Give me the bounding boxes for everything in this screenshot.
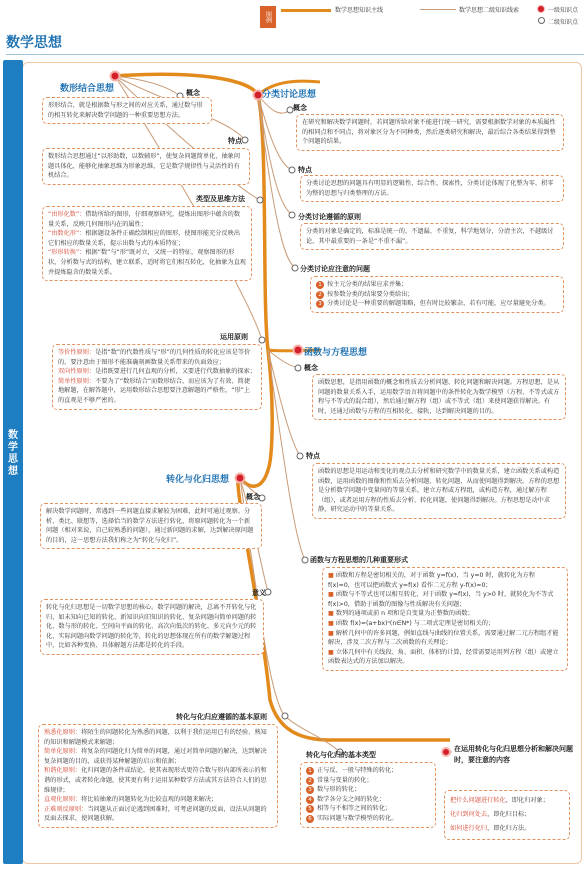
label-fl-zhuyi: 分类讨论应注意的问题 <box>300 265 370 273</box>
legend-tag: 图例 <box>260 6 276 28</box>
node-zhuanhua: 转化与化归思想 <box>166 475 230 485</box>
node-hanshu: 函数与方程思想 <box>304 348 368 358</box>
box-hs-tedian: 函数的思想是用运动和变化的观点去分析和研究数学中的数量关系，建立函数关系或构造函数，运用函数的图像和性质去分析问题、转化问题，从而使问题得到解决。方程的思想是分析数学问题中变量间的等量关系，建立方程或方程组，或构造方程，通过解方程（组），或者运用方程的性质去分析、转化问题，使问题得到解决。方程思想是动中求静，研究运动中的等量关系。 <box>312 463 566 519</box>
box-zh-leixing <box>300 762 436 828</box>
label-sx-yunyong: 运用原则 <box>220 333 248 341</box>
list-item: 3 数与形的转化； <box>306 785 430 795</box>
list-item: ■ 函数与不等式也可以相互转化，对于函数 y=f(x)，当 y>0 时，就转化为不等式 f(x)>0，借助于函数的图像与性质解决有关问题； <box>328 591 554 608</box>
label-hs-xingshi: 函数与方程思想的几种重要形式 <box>310 556 408 564</box>
list-item: 1 正与反、一般与特殊的转化； <box>306 766 430 776</box>
list-item: 6 实际问题与数学模型的转化。 <box>306 814 430 824</box>
list-item: ■ 解析几何中的许多问题，例如直线与曲线的位置关系，需要通过解二元方程组才能解决，涉及二次方程与二次函数的有关理论； <box>328 629 559 647</box>
box-fl-yuanze: 分类的对象是确定的，标准是统一的，不遗漏、不重复，科学地划分，分清主次，不越级讨论，其中最重要的一条是“不重不漏”。 <box>300 223 564 250</box>
label-fl-tedian: 特点 <box>298 166 312 174</box>
legend-level2-label: 二级知识点 <box>548 19 579 26</box>
label-fl-yuanze: 分类讨论遵循的原则 <box>298 213 361 221</box>
list-item: 2 按参数分类的结果要分类给出； <box>316 290 558 300</box>
box-sx-tedian: 数形结合思想通过“以形助数，以数辅形”，使复杂问题简单化，抽象问题具体化，能够化抽象思维为形象思维，它是数学规律性与灵活性的有机结合。 <box>42 148 250 185</box>
label-fl-gainian: 概念 <box>293 104 307 112</box>
list-item: ■ 数列的通项或前 n 项和是自变量为正整数的函数； <box>328 610 474 618</box>
label-zh-leixing: 转化与化归的基本类型 <box>306 751 376 759</box>
box-zh-gainian: 解决数学问题时，常遇到一些问题直接求解较为困难，此时可通过观察、分析、类比、联想等，选择恰当的数学方法进行转化，将原问题转化为一个新问题（相对来说，自己较熟悉的问题），通过新问题的求解，达到解决原问题的目的，这一思想方法我们称之为“转化与化归”。 <box>40 503 262 549</box>
box-sx-gainian: 形形结合，就是根据数与形之间的对应关系，通过数与形的相互转化来解决数学问题的一种重要思想方法。 <box>42 97 212 124</box>
list-item: 3 分类讨论是一种重要的解题策略，但有时比较繁杂，若有可能，应尽量避免分类。 <box>316 299 558 309</box>
list-item: ■ 函数和方程是密切相关的，对于函数 y=f(x)，当 y=0 时，就转化为方程 f(x)=0，也可以把函数式 y=f(x) 看作二元方程 y-f(x)=0； <box>328 572 535 589</box>
box-zh-zhuyi: 把什么问题进行转化，即化归对象； 化归到何处去，即化归目标； 如何进行化归，即化归方法。 <box>444 790 570 840</box>
box-hs-gainian: 函数思想，是指用函数的概念和性质去分析问题、转化问题和解决问题。方程思想，是从问题的数量关系入手，运用数学语言将问题中的条件转化为数学模型（方程、不等式或方程与不等式的混合组），然后通过解方程（组）或不等式（组）来使问题获得解决。有时，还通过函数与方程的互相转化、接轨，达到解决问题的目的。 <box>312 374 566 420</box>
label-sx-gainian: 概念 <box>186 89 200 97</box>
label-hs-tedian: 特点 <box>306 452 320 460</box>
box-sx-leixing: “由形化数”：借助所给的图形，仔细观察研究，提炼出图形中蕴含的数量关系，反映几何图形内在的属性； “由数化形”：根据题设条件正确绘制相应的图形，使图形能充分反映出它们相应的数量关系，提示出数与式的本质特征； “形形转换”：根据“数”与“形”既对立，又统一的特征，观察图形的形状，分析数与式的结构，建立联系，适时将它们相互转化，化抽象为直观并提炼隐含的数量关系。 <box>42 206 252 281</box>
box-hs-xingshi <box>322 567 568 671</box>
label-sx-leixing: 类型及思维方法 <box>196 195 245 203</box>
box-fl-tedian: 分类讨论思想的问题具有明显的逻辑性、综合性、探索性，分类讨论体现了化整为零、积零为整的思想与归类整理的方法。 <box>300 175 564 202</box>
list-item: ■ 立体几何中有关线段、角、面积、体积的计算，经常需要运用列方程（组）或建立函数表达式的方法加以解决。 <box>328 648 559 666</box>
list-item: 1 按主元分类的结果应求并集； <box>316 280 558 290</box>
label-zh-yiyi: 意义 <box>252 589 266 597</box>
label-hs-gainian: 概念 <box>304 364 318 372</box>
list-item: ■ 函数 f(x)=(a+bx)ⁿ(n∈N*) 与二项式定理是密切相关的； <box>328 619 495 627</box>
legend-main-line-label: 数学思想知识主线 <box>335 7 384 14</box>
box-sx-yunyong: 等价性原则：是指“数”的代数性质与“形”的几何性质的转化应该是等价的，要注意由于图形不能准确刻画数量关系带来的负面效应； 双向性原则：是指既要进行几何直观的分析，又要进行代数抽象的探索； 简单性原则：不要为了“数形结合”而数形结合，而应该为了有效、简捷地解题，在解答题中，运用数形结合思想要注意解题的严格性，“形”上的直观是不够严密的。 <box>52 344 262 410</box>
list-item: 4 数学各分支之间的转化； <box>306 795 430 805</box>
legend-sub-line-label: 数学思想二级知识线索 <box>459 7 520 14</box>
side-tab-label: 数学思想 <box>8 430 18 477</box>
label-sx-tedian: 特点 <box>228 137 242 145</box>
list-item: 2 常量与变量的转化； <box>306 776 430 786</box>
box-zh-yiyi: 转化与化归思想是一切数学思想的核心。数学问题的解决，总离不开转化与化归，如未知向已知的转化、新知识向旧知识的转化、复杂问题向简单问题的转化、数与形的转化、空间向平面的转化、高次向低次的转化、多元向少元的转化、实际问题向数学问题的转化等，转化的思想体现在所有的数学解题过程中，比如各种变换、具体解题方法都是转化的手段。 <box>40 599 264 655</box>
page-title: 数学思想 <box>6 35 62 51</box>
label-zh-gainian: 概念 <box>246 493 260 501</box>
node-shuxing: 数形结合思想 <box>60 84 115 94</box>
list-item: 5 相等与不相等之间的转化； <box>306 804 430 814</box>
legend-level1-label: 一级知识点 <box>548 7 579 14</box>
box-fl-zhuyi <box>310 276 564 313</box>
node-fenlei: 分类讨论思想 <box>262 90 317 100</box>
box-zh-yuanze: 熟悉化原则：将陌生的问题转化为熟悉的问题，以利于我们运用已有的经验、熟知的知识和解题模式来解题； 简单化原则：将复杂的问题化归为简单的问题，通过对简单问题的解决，达到解决复杂问题的目的，或获得某种解题的启示和依据； 和谐化原则：化归问题的条件或结论，使其表现形式更符合数与形内部所表示的和谐的形式，或者转化命题，使其更有利于运用某种数学方法或其方法符合人们的思维规律； 直观化原则：将比较抽象的问题转化为比较直观的问题来解决； 正难则反原则：当问题从正面讨论遇到困难时，可考虑问题的反面，设法从问题的反面去探求，使问题获解。 <box>38 724 278 828</box>
label-zh-zhuyi: 在运用转化与化归思想分析和解决问题时，要注意的内容 <box>454 745 573 764</box>
box-fl-gainian: 在研究和解决数学问题时，若问题所给对象不能进行统一研究，需要根据数学对象的本质属性的相同点和不同点，将对象区分为不同种类，然后逐类研究和解决，最后综合各类结果得到整个问题的结果。 <box>296 114 564 151</box>
label-zh-yuanze: 转化与化归应遵循的基本原则 <box>176 713 267 721</box>
